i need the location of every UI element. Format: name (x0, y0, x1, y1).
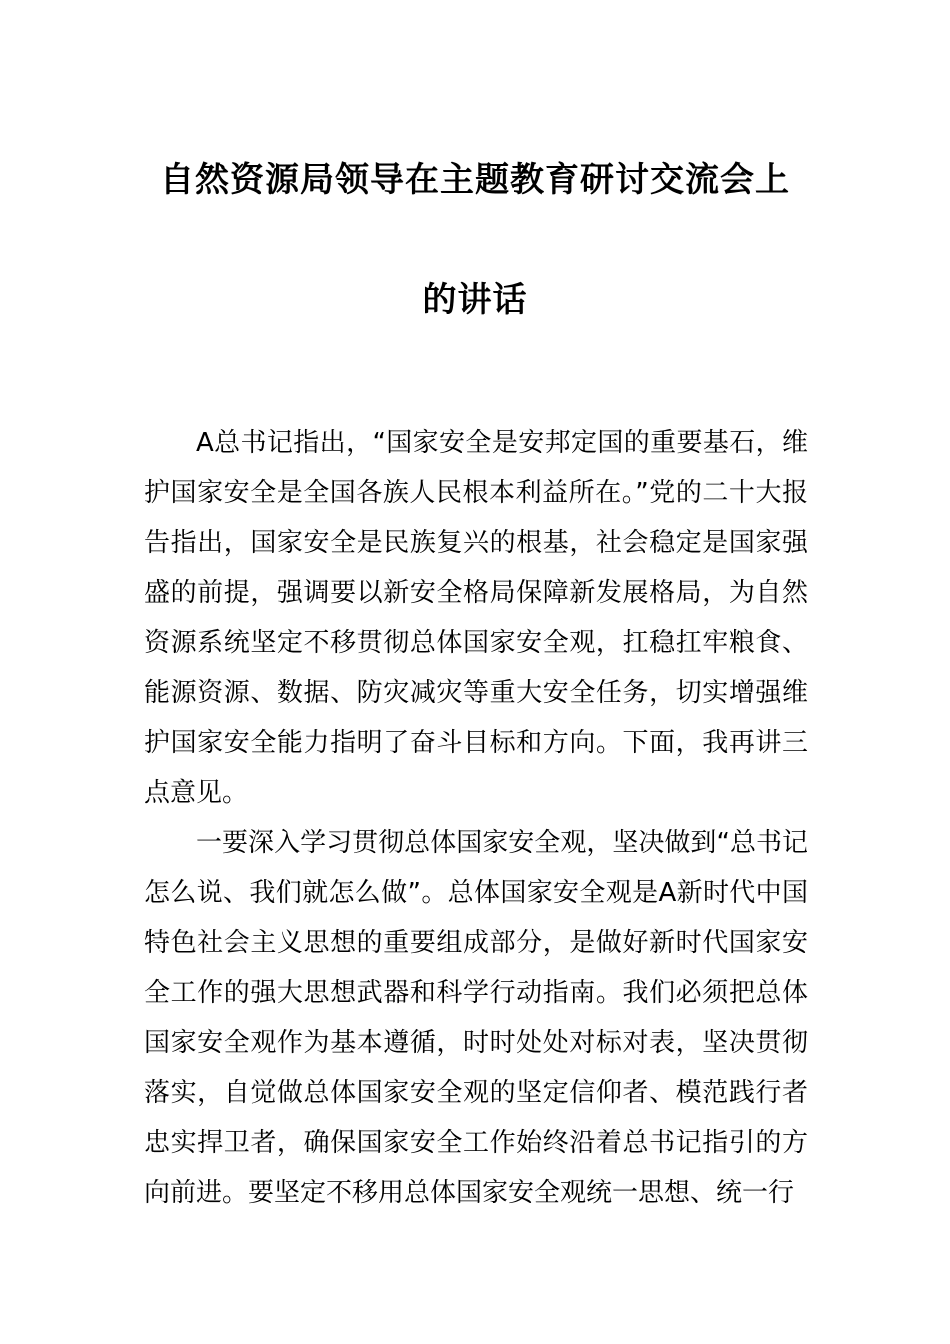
paragraph-1: A总书记指出，“国家安全是安邦定国的重要基石，维护国家安全是全国各族人民根本利益所在。”党的二十大报告指出，国家安全是民族复兴的根基，社会稳定是国家强盛的前提，强调要以新安全格局保障新发展格局，为自然资源系统坚定不移贯彻总体国家安全观，扛稳扛牢粮食、能源资源、数据、防灾减灾等重大安全任务，切实增强维护国家安全能力指明了奋斗目标和方向。下面，我再讲三点意见。 (144, 428, 808, 808)
document-title-line-2: 的讲话 (422, 280, 528, 320)
document-body (144, 418, 808, 1218)
paragraph-2: 一要深入学习贯彻总体国家安全观，坚决做到“总书记怎么说、我们就怎么做”。总体国家安全观是A新时代中国特色社会主义思想的重要组成部分，是做好新时代国家安全工作的强大思想武器和科学行动指南。我们必须把总体国家安全观作为基本遵循，时时处处对标对表，坚决贯彻落实，自觉做总体国家安全观的坚定信仰者、模范践行者忠实捍卫者，确保国家安全工作始终沿着总书记指引的方向前进。要坚定不移用总体国家安全观统一思想、统一行 (144, 828, 808, 1208)
document-title-line-1: 自然资源局领导在主题教育研讨交流会上 (160, 160, 790, 200)
